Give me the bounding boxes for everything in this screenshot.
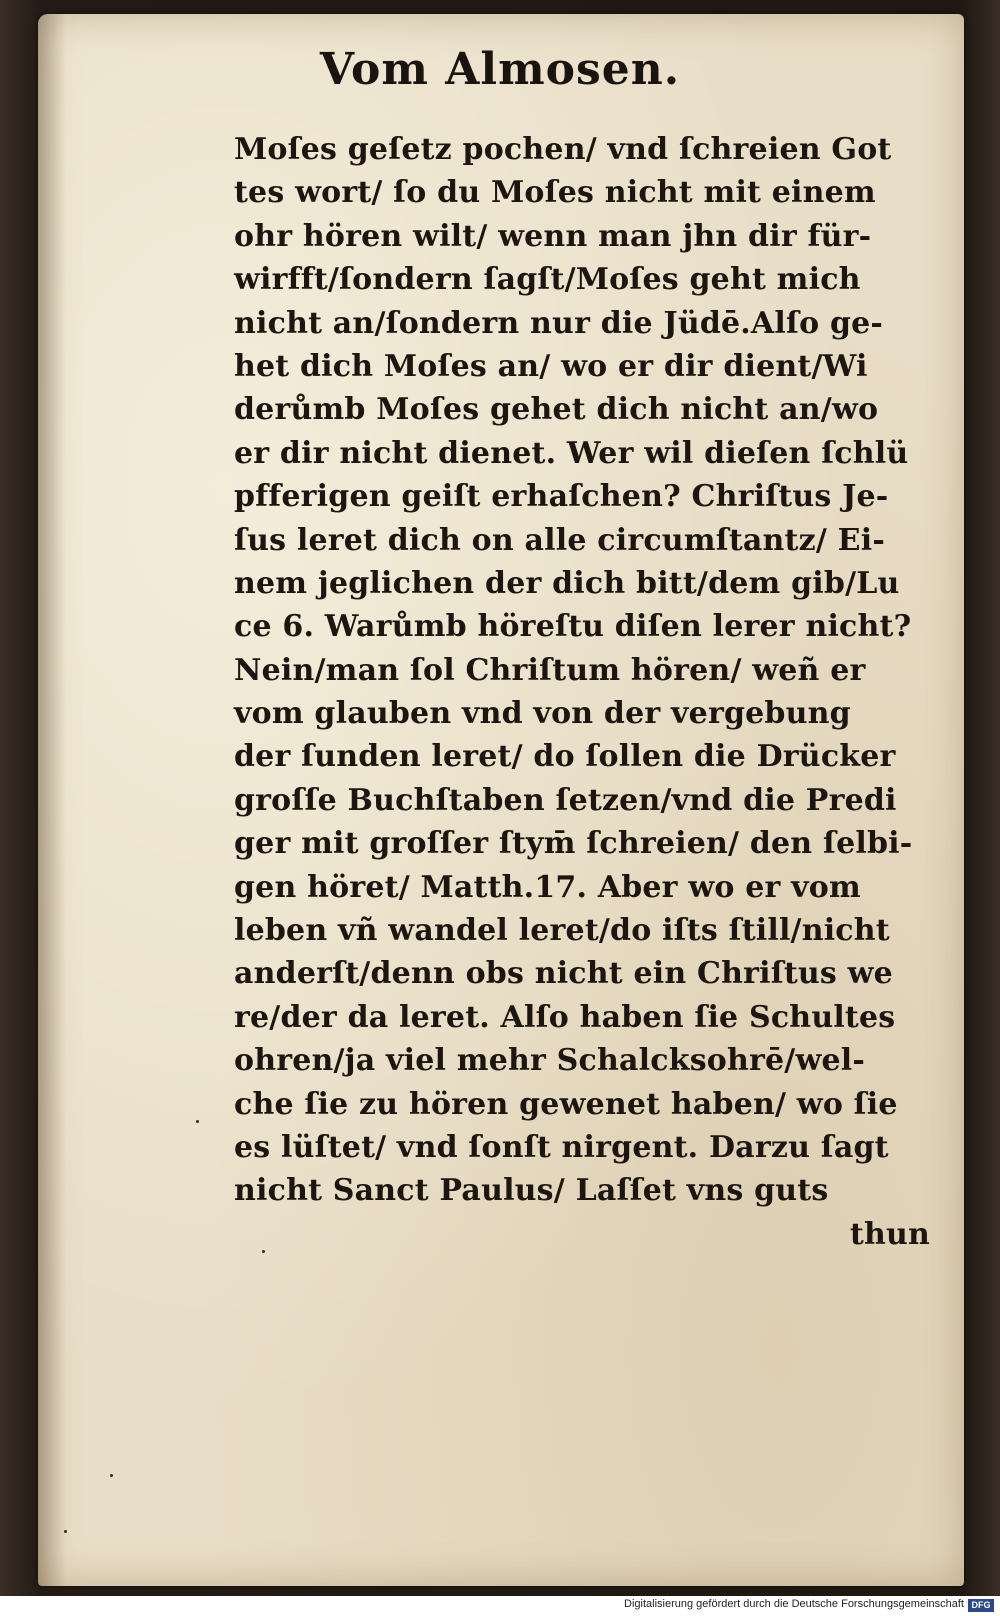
text-line: che ſie zu hören gewenet haben/ wo ſie (234, 1086, 898, 1122)
text-line: nem jeglichen der dich bitt/dem gib/Lu (234, 565, 900, 601)
ink-speck (64, 1530, 67, 1533)
text-block (234, 128, 934, 1256)
text-line: vom glauben vnd von der vergebung (234, 696, 851, 732)
catchword: thun (849, 1216, 930, 1252)
text-line: tes wort/ ſo du Moſes nicht mit einem (234, 175, 876, 211)
text-line: het dich Moſes an/ wo er dir dient/Wi (234, 348, 868, 384)
footer-bar (0, 1596, 1000, 1616)
text-line: gen höret/ Matth.17. Aber wo er vom (234, 869, 861, 905)
text-line: Nein/man ſol Chriſtum hören/ weñ er (234, 652, 866, 688)
text-line: ſus leret dich on alle circumſtantz/ Ei- (234, 522, 885, 558)
text-line: ce 6. Warůmb höreſtu diſen lerer nicht? (234, 609, 912, 645)
text-line: leben vñ wandel leret/do iſts ſtill/nicht (234, 913, 890, 949)
text-line: nicht Sanct Paulus/ Laſſet vns guts (234, 1173, 829, 1209)
text-line: groſſe Buchſtaben ſetzen/vnd die Predi (234, 782, 897, 818)
text-line: der ſunden leret/ do ſollen die Drücker (234, 739, 896, 775)
text-line: es lüſtet/ vnd ſonſt nirgent. Darzu ſagt (234, 1129, 889, 1165)
text-line: pfferigen geiſt erhaſchen? Chriſtus Je- (234, 479, 889, 515)
text-line: ohr hören wilt/ wenn man jhn dir für- (234, 218, 872, 254)
text-line: anderſt/denn obs nicht ein Chriſtus we (234, 956, 893, 992)
text-line: derůmb Moſes gehet dich nicht an/wo (234, 392, 879, 428)
text-line: re/der da leret. Alſo haben ſie Schultes (234, 999, 896, 1035)
digitization-credit: Digitalisierung gefördert durch die Deutsche Forschungsgemeinschaft (624, 1598, 964, 1610)
text-line: ger mit groſſer ſtym̄ ſchreien/ den ſelbi- (234, 826, 913, 862)
text-line: wirfft/ſondern ſagſt/Moſes geht mich (234, 262, 861, 298)
ink-speck (110, 1474, 113, 1477)
text-line: er dir nicht dienet. Wer wil dieſen ſchlü (234, 435, 909, 471)
text-line: nicht an/ſondern nur die Jüdē.Alſo ge- (234, 305, 884, 341)
running-head: Vom Almosen. (319, 44, 681, 95)
text-line: Moſes geſetz pochen/ vnd ſchreien Got (234, 132, 892, 167)
page-gutter-shadow (38, 14, 66, 1586)
dfg-logo: DFG (968, 1599, 994, 1612)
text-line: ohren/ja viel mehr Schalcksohrē/wel- (234, 1043, 866, 1079)
ink-speck (196, 1120, 199, 1123)
